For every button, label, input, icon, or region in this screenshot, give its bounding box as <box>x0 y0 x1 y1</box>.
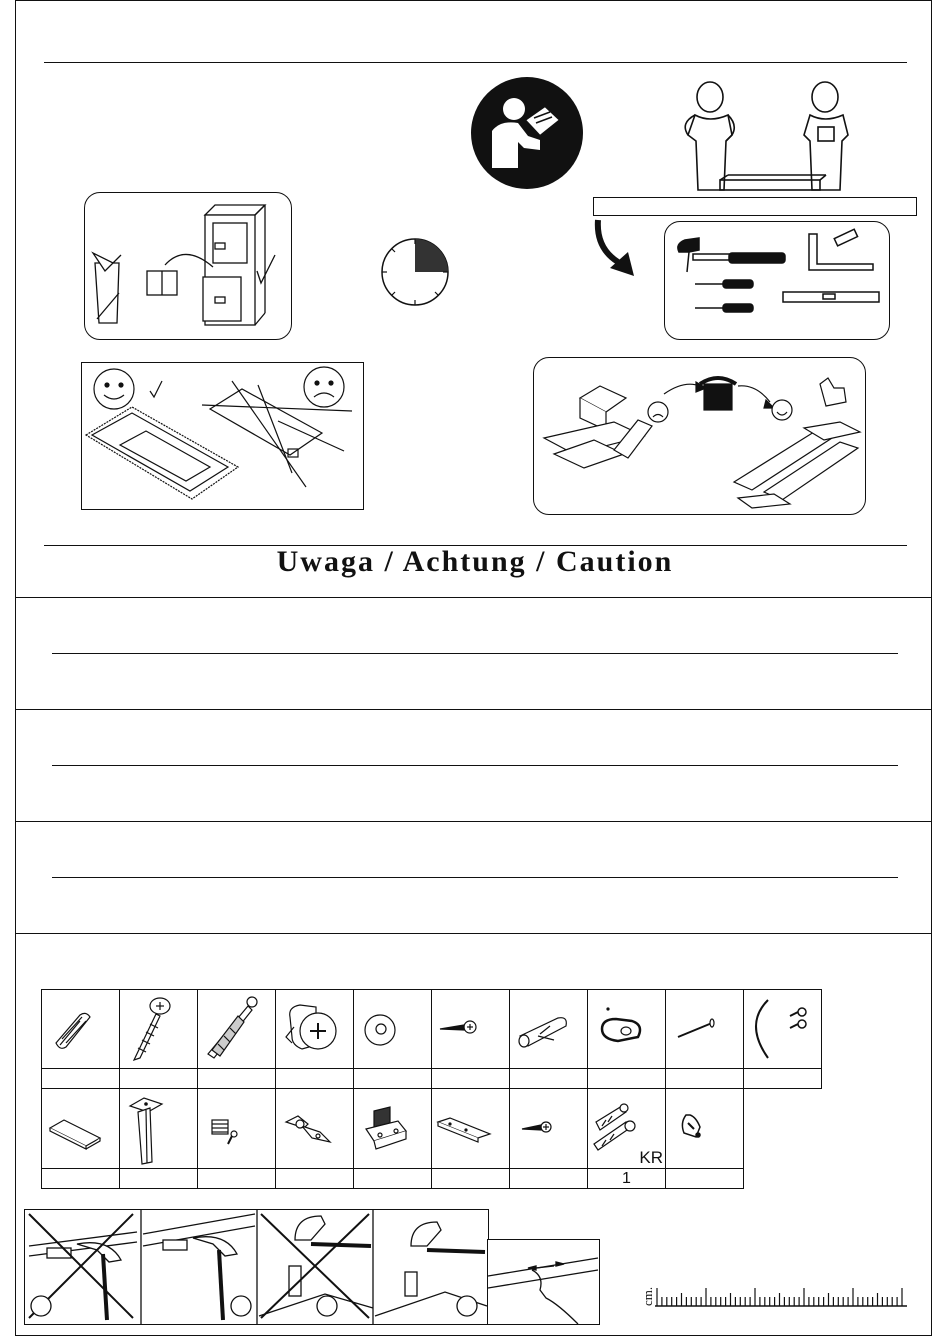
hammering-illustration <box>25 1210 488 1324</box>
hammering-instructions <box>24 1209 489 1325</box>
section-2-rule <box>52 765 898 766</box>
wooden-dowel-icon <box>42 990 120 1069</box>
hardware-label <box>276 1069 354 1089</box>
section-3-rule <box>52 877 898 878</box>
kr-label: KR <box>639 1148 663 1167</box>
wall-plug-screw-icon <box>198 990 276 1069</box>
ruler <box>655 1286 907 1310</box>
hinge-icon <box>276 1089 354 1169</box>
workers-caption-box <box>593 197 917 216</box>
flange-screw-icon <box>120 990 198 1069</box>
short-screw-icon <box>510 1089 588 1169</box>
cam-lock-icon <box>276 990 354 1069</box>
section-separator-2 <box>15 709 932 710</box>
storage-illustration <box>85 193 291 339</box>
damaged-parts-panel <box>533 357 866 515</box>
section-separator-4 <box>15 933 932 934</box>
hardware-label <box>198 1169 276 1189</box>
corner-bracket-icon <box>198 1089 276 1169</box>
top-rule <box>44 62 907 63</box>
section-1-rule <box>52 653 898 654</box>
hardware-label <box>666 1169 744 1189</box>
two-workers-illustration <box>660 75 870 195</box>
hardware-table-row2 <box>41 1088 744 1189</box>
furniture-leg-icon <box>120 1089 198 1169</box>
small-screw-icon <box>432 990 510 1069</box>
rail-strip-icon <box>432 1089 510 1169</box>
section-separator-3 <box>15 821 932 822</box>
cap-cover-icon <box>354 990 432 1069</box>
hardware-label <box>354 1169 432 1189</box>
work-surface-panel <box>81 362 364 510</box>
hardware-label <box>354 1069 432 1089</box>
hardware-label <box>432 1169 510 1189</box>
hardware-label <box>120 1069 198 1089</box>
ruler-unit-label: cm. <box>640 1286 655 1306</box>
hardware-label <box>510 1169 588 1189</box>
tools-panel <box>664 221 890 340</box>
board-detail-panel <box>487 1239 600 1325</box>
caution-title: Uwaga / Achtung / Caution <box>276 545 674 578</box>
shelf-support-icon <box>588 990 666 1069</box>
hardware-label <box>198 1069 276 1089</box>
hardware-label <box>120 1169 198 1189</box>
curved-arrow-icon <box>590 218 640 283</box>
hardware-label <box>42 1069 120 1089</box>
board-detail-illustration <box>488 1240 599 1324</box>
hardware-label <box>666 1069 744 1089</box>
hinge-plate-icon <box>354 1089 432 1169</box>
arc-and-screws-icon <box>744 990 822 1069</box>
read-manual-icon <box>470 76 585 191</box>
safety-clip-icon <box>666 1089 744 1169</box>
hardware-label <box>42 1169 120 1189</box>
hardware-table-row1 <box>41 989 822 1089</box>
hardware-label <box>744 1069 822 1089</box>
hardware-label <box>432 1069 510 1089</box>
board-piece-icon <box>42 1089 120 1169</box>
hardware-label <box>510 1069 588 1089</box>
rod-tube-icon <box>510 990 588 1069</box>
wall-anchor-set-icon <box>588 1089 666 1169</box>
hardware-label <box>276 1169 354 1189</box>
work-surface-illustration <box>82 363 363 509</box>
storage-panel <box>84 192 292 340</box>
hardware-label <box>588 1069 666 1089</box>
hardware-label: 1 <box>588 1169 666 1189</box>
nail-icon <box>666 990 744 1069</box>
section-separator-1 <box>15 597 932 598</box>
tools-icon <box>665 222 889 339</box>
damaged-parts-illustration <box>534 358 865 514</box>
clock-icon <box>380 237 450 307</box>
